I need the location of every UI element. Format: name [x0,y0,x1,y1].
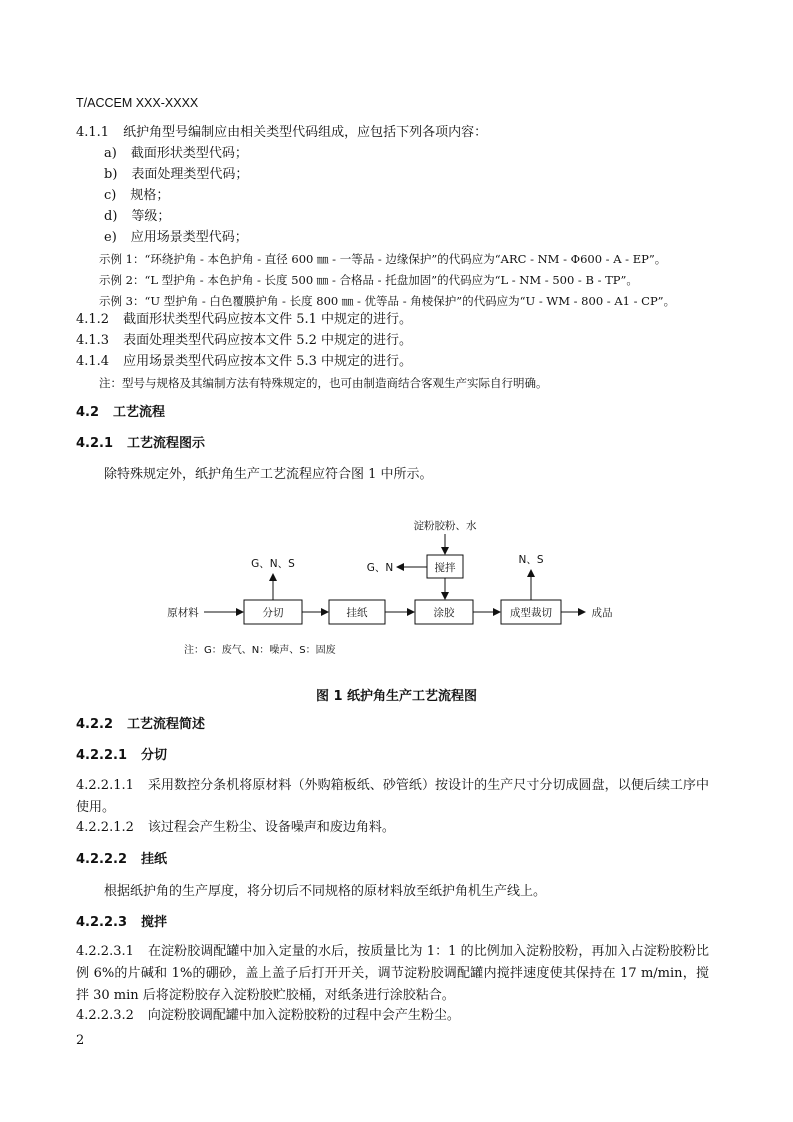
flow-node-mix-label: 搅拌 [434,562,456,574]
clause-4-1-2 [76,311,412,329]
clause-4-1-4 [76,353,412,371]
clause-text: 应用场景类型代码应按本文件 5.3 中规定的进行。 [123,354,413,369]
clause-text: 截面形状类型代码应按本文件 5.1 中规定的进行。 [123,312,413,327]
clause-4-2-2-3-1 [76,941,709,1007]
list-marker: b) [104,167,118,182]
section-number: 4.2.1 [76,436,114,451]
clause-number: 4.1.3 [76,333,110,348]
section-4-2-2-3-heading [76,914,167,932]
list-marker: e) [104,230,117,245]
clause-number: 4.2.2.3.1 [76,944,134,959]
clause-number: 4.1.2 [76,312,110,327]
list-item-d [104,208,170,226]
section-4-2-2-heading [76,716,205,734]
clause-4-1-3 [76,332,412,350]
flow-raw-material: 原材料 [167,607,199,619]
clause-text: 向淀粉胶调配罐中加入淀粉胶粉的过程中会产生粉尘。 [147,1008,460,1023]
clause-text: 纸护角型号编制应由相关类型代码组成，应包括下列各项内容： [123,125,488,140]
section-4-2-2-2-heading [76,851,167,869]
list-text: 应用场景类型代码； [130,230,248,245]
section-title: 搅拌 [141,915,168,930]
clause-4-2-2-1-2 [76,819,395,837]
section-title: 工艺流程 [113,405,166,420]
clause-number: 4.2.2.1.1 [76,778,134,793]
section-number: 4.2.2.2 [76,852,127,867]
flow-legend: 注：G：废气、N：噪声、S：固废 [184,645,336,656]
section-title: 挂纸 [141,852,168,867]
section-number: 4.2.2.3 [76,915,127,930]
figure-caption: 图 1 纸护角生产工艺流程图 [315,689,478,704]
section-4-2-1-heading [76,435,205,453]
list-item-e [104,229,248,247]
list-item-b [104,166,248,184]
list-item-a [104,145,248,163]
section-4-2-1-text: 除特殊规定外，纸护角生产工艺流程应符合图 1 中所示。 [104,467,433,482]
clause-4-1-1 [76,124,487,142]
section-title: 分切 [141,748,168,763]
section-4-2-heading [76,404,165,422]
process-flow-diagram [160,512,640,662]
clause-number: 4.1.4 [76,354,110,369]
clause-4-2-2-3-2 [76,1007,460,1025]
list-item-c [104,187,169,205]
section-4-2-2-1-heading [76,747,167,765]
flow-node-hang-label: 挂纸 [346,607,368,619]
clause-text: 该过程会产生粉尘、设备噪声和废边角料。 [147,820,395,835]
list-text: 等级； [131,209,171,224]
clause-4-2-2-1-1 [76,775,709,819]
flow-emission-form: N、S [518,554,544,566]
flow-emission-mix: G、N [366,562,394,574]
list-marker: a) [104,146,117,161]
list-marker: c) [104,188,117,203]
flow-product: 成品 [591,607,613,619]
page-number: 2 [76,1033,85,1048]
section-number: 4.2.2 [76,717,114,732]
example-1: 示例 1：“环绕护角 - 本色护角 - 直径 600 ㎜ - 一等品 - 边缘保护”的代码应为“ARC - NM - Φ600 - A - EP”。 [99,252,667,266]
list-text: 截面形状类型代码； [130,146,248,161]
section-title: 工艺流程简述 [127,717,206,732]
clause-text: 在淀粉胶调配罐中加入定量的水后，按质量比为 1：1 的比例加入淀粉胶粉，再加入占淀粉胶粉比例 6%的片碱和 1%的硼砂，盖上盖子后打开开关，调节淀粉胶调配罐内搅拌速度使其保持在 17 m/min，搅拌 30 min 后将淀粉胶存入淀粉胶贮胶桶，对纸条进行涂胶粘合。 [76,944,709,1003]
clause-number: 4.2.2.1.2 [76,820,134,835]
section-4-2-2-2-text: 根据纸护角的生产厚度，将分切后不同规格的原材料放至纸护角机生产线上。 [104,884,547,899]
document-code: T/ACCEM XXX-XXXX [76,96,199,110]
section-number: 4.2 [76,405,100,420]
clause-text: 采用数控分条机将原材料（外购箱板纸、砂管纸）按设计的生产尺寸分切成圆盘，以便后续工序中使用。 [76,778,709,815]
flow-node-cut-label: 分切 [262,607,284,619]
example-2: 示例 2：“L 型护角 - 本色护角 - 长度 500 ㎜ - 合格品 - 托盘加固”的代码应为“L - NM - 500 - B - TP”。 [99,273,638,287]
section-title: 工艺流程图示 [127,436,206,451]
flow-node-glue-label: 涂胶 [433,607,455,619]
flow-input-label: 淀粉胶粉、水 [413,520,477,532]
flow-node-form-label: 成型裁切 [510,607,552,619]
clause-number: 4.1.1 [76,125,110,140]
list-marker: d) [104,209,118,224]
section-number: 4.2.2.1 [76,748,127,763]
clause-text: 表面处理类型代码应按本文件 5.2 中规定的进行。 [123,333,413,348]
list-text: 规格； [130,188,170,203]
example-3: 示例 3：“U 型护角 - 白色覆膜护角 - 长度 800 ㎜ - 优等品 - 角棱保护”的代码应为“U - WM - 800 - A1 - CP”。 [99,294,676,308]
clause-number: 4.2.2.3.2 [76,1008,134,1023]
note: 注：型号与规格及其编制方法有特殊规定的，也可由制造商结合客观生产实际自行明确。 [99,376,548,390]
list-text: 表面处理类型代码； [131,167,249,182]
flow-emission-cut: G、N、S [251,558,295,570]
